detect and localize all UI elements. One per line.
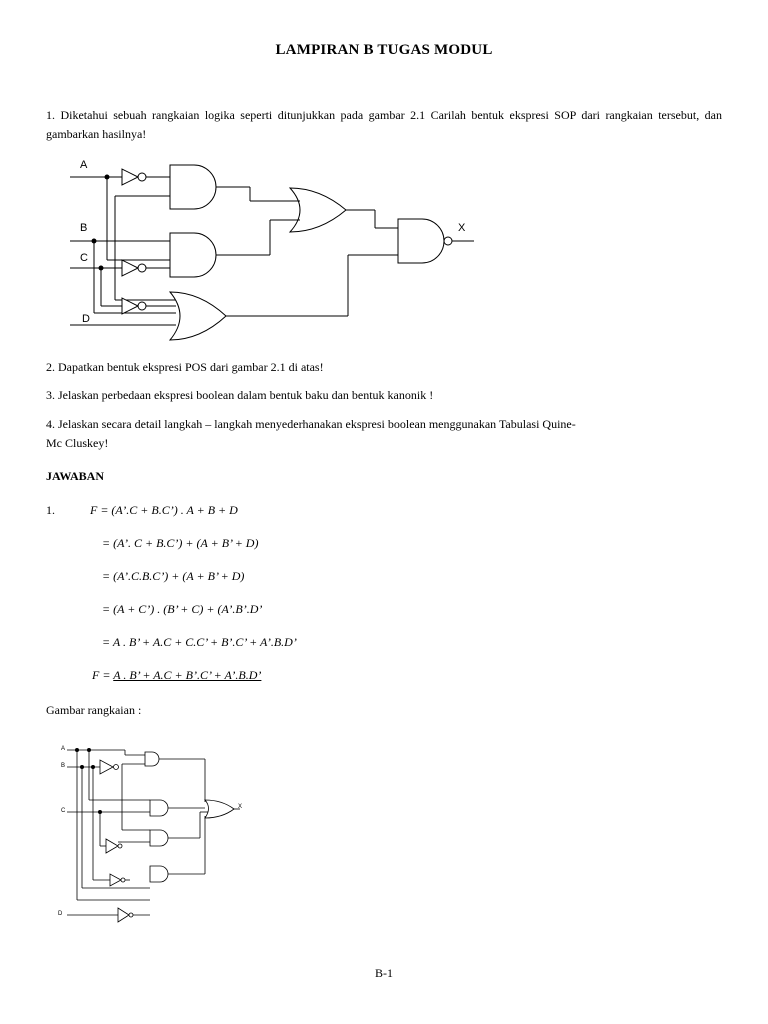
input-label-a-small: A [61,746,66,752]
question-1: 1. Diketahui sebuah rangkaian logika seperti ditunjukkan pada gambar 2.1 Carilah bentuk ekspresi SOP dari rangkaian tersebut, dan gambarkan hasilnya! [46,108,722,141]
equation-line-3: = (A’.C.B.C’) + (A + B’ + D) [102,569,245,583]
equation-line-4: = (A + C’) . (B’ + C) + (A’.B’.D’ [102,602,263,616]
page-number: B-1 [375,966,393,980]
input-label-d-small: D [58,911,63,917]
final-prefix: F = [92,668,111,682]
equation-line-1: F = (A’.C + B.C’) . A + B + D [90,503,238,517]
equation-line-2: = (A’. C + B.C’) + (A + B’ + D) [102,536,259,550]
circuit-caption: Gambar rangkaian : [46,703,142,717]
final-expression: A . B’ + A.C + B’.C’ + A’.B.D’ [113,668,262,682]
input-label-a: A [80,159,88,171]
input-label-c-small: C [61,808,66,814]
input-label-d: D [82,313,90,325]
input-label-c: C [80,252,88,264]
input-label-b-small: B [61,763,66,769]
output-label-x-small: X [238,804,243,810]
question-2: 2. Dapatkan bentuk ekspresi POS dari gambar 2.1 di atas! [46,360,324,374]
answer-number: 1. [46,503,55,517]
output-label-x: X [458,222,466,234]
question-4-cont: Mc Cluskey! [46,436,109,450]
page-title: LAMPIRAN B TUGAS MODUL [275,42,493,58]
question-4: 4. Jelaskan secara detail langkah – langkah menyederhanakan ekspresi boolean menggunakan Tabulasi Quine- [46,417,576,431]
equation-line-5: = A . B’ + A.C + C.C’ + B’.C’ + A’.B.D’ [102,635,297,649]
answer-heading: JAWABAN [46,469,105,483]
input-label-b: B [80,222,88,234]
question-3: 3. Jelaskan perbedaan ekspresi boolean dalam bentuk baku dan bentuk kanonik ! [46,388,434,402]
